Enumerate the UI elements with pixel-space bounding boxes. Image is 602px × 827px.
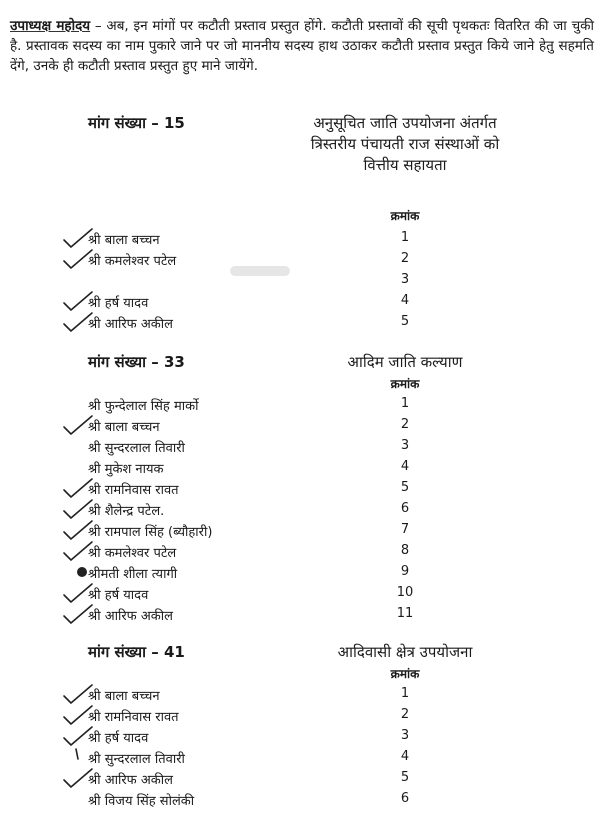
- member-serial: 6: [400, 791, 410, 806]
- demand-title: आदिवासी क्षेत्र उपयोजना: [337, 643, 473, 661]
- speaker-name: उपाध्यक्ष महोदय: [10, 17, 91, 34]
- member-serial: 8: [400, 543, 410, 558]
- member-serial: 3: [400, 438, 410, 453]
- member-row: [0, 314, 602, 334]
- member-name: श्री सुन्दरलाल तिवारी: [88, 441, 185, 456]
- member-serial: 3: [400, 728, 410, 743]
- member-serial: 7: [400, 522, 410, 537]
- member-serial: 10: [396, 585, 414, 600]
- intro-text: – अब, इन मांगों पर कटौती प्रस्ताव प्रस्तुत होंगे. कटौती प्रस्तावों की सूची पृथकतः वितरित की जा चुकी है. प्रस्तावक सदस्य का नाम पुकारे जाने पर जो माननीय सदस्य हाथ उठाकर कटौती प्रस्ताव प्रस्तुत किये जाने हेतु सहमति देंगे, उनके ही कटौती प्रस्ताव प्रस्तुत हुए माने जायेंगे.: [10, 17, 594, 74]
- demand-title: आदिम जाति कल्याण: [347, 353, 463, 371]
- member-serial: 4: [400, 293, 410, 308]
- serial-heading: क्रमांक: [390, 667, 420, 681]
- member-serial: 1: [400, 396, 410, 411]
- member-name: श्री रामनिवास रावत: [88, 483, 179, 498]
- member-serial: 4: [400, 459, 410, 474]
- member-row: [0, 438, 602, 458]
- member-name: श्रीमती शीला त्यागी: [88, 567, 178, 582]
- member-name: श्री विजय सिंह सोलंकी: [88, 794, 195, 809]
- member-name: श्री बाला बच्चन: [88, 233, 160, 248]
- member-name: श्री आरिफ अकील: [88, 609, 173, 624]
- member-row: [0, 606, 602, 626]
- member-name: श्री शैलेन्द्र पटेल.: [88, 504, 165, 519]
- member-serial: 1: [400, 230, 410, 245]
- member-serial: 4: [400, 749, 410, 764]
- member-name: श्री आरिफ अकील: [88, 773, 173, 788]
- serial-heading: क्रमांक: [390, 209, 420, 223]
- serial-heading: क्रमांक: [390, 377, 420, 391]
- intro-paragraph: [10, 16, 594, 76]
- member-name: श्री हर्ष यादव: [88, 296, 149, 311]
- member-serial: 5: [400, 770, 410, 785]
- member-serial: 3: [400, 272, 410, 287]
- member-serial: 6: [400, 501, 410, 516]
- member-name: श्री मुकेश नायक: [88, 462, 164, 477]
- member-name: श्री हर्ष यादव: [88, 731, 149, 746]
- member-name: श्री सुन्दरलाल तिवारी: [88, 752, 185, 767]
- member-name: श्री कमलेश्वर पटेल: [88, 546, 177, 561]
- member-row: [0, 791, 602, 811]
- member-name: श्री फुन्देलाल सिंह मार्को: [88, 399, 199, 414]
- member-serial: 5: [400, 480, 410, 495]
- demand-number: मांग संख्या – 33: [88, 353, 185, 371]
- member-name: श्री रामपाल सिंह (ब्यौहारी): [88, 525, 213, 540]
- member-name: श्री रामनिवास रावत: [88, 710, 179, 725]
- demand-number: मांग संख्या – 41: [88, 643, 185, 661]
- member-row: [0, 251, 602, 271]
- member-row: [0, 417, 602, 437]
- member-name: श्री बाला बच्चन: [88, 420, 160, 435]
- member-serial: 5: [400, 314, 410, 329]
- demand-number: मांग संख्या – 15: [88, 114, 185, 132]
- demand-title: अनुसूचित जाति उपयोजना अंतर्गत त्रिस्तरीय पंचायती राज संस्थाओं को वित्तीय सहायता: [310, 114, 500, 174]
- member-name: श्री बाला बच्चन: [88, 689, 160, 704]
- member-name: श्री कमलेश्वर पटेल: [88, 254, 177, 269]
- member-name: श्री हर्ष यादव: [88, 588, 149, 603]
- member-serial: 2: [400, 707, 410, 722]
- member-serial: 9: [400, 564, 410, 579]
- member-serial: 2: [400, 251, 410, 266]
- member-serial: 11: [396, 606, 414, 621]
- member-name: श्री आरिफ अकील: [88, 317, 173, 332]
- member-row: [0, 770, 602, 790]
- member-serial: 1: [400, 686, 410, 701]
- member-serial: 2: [400, 417, 410, 432]
